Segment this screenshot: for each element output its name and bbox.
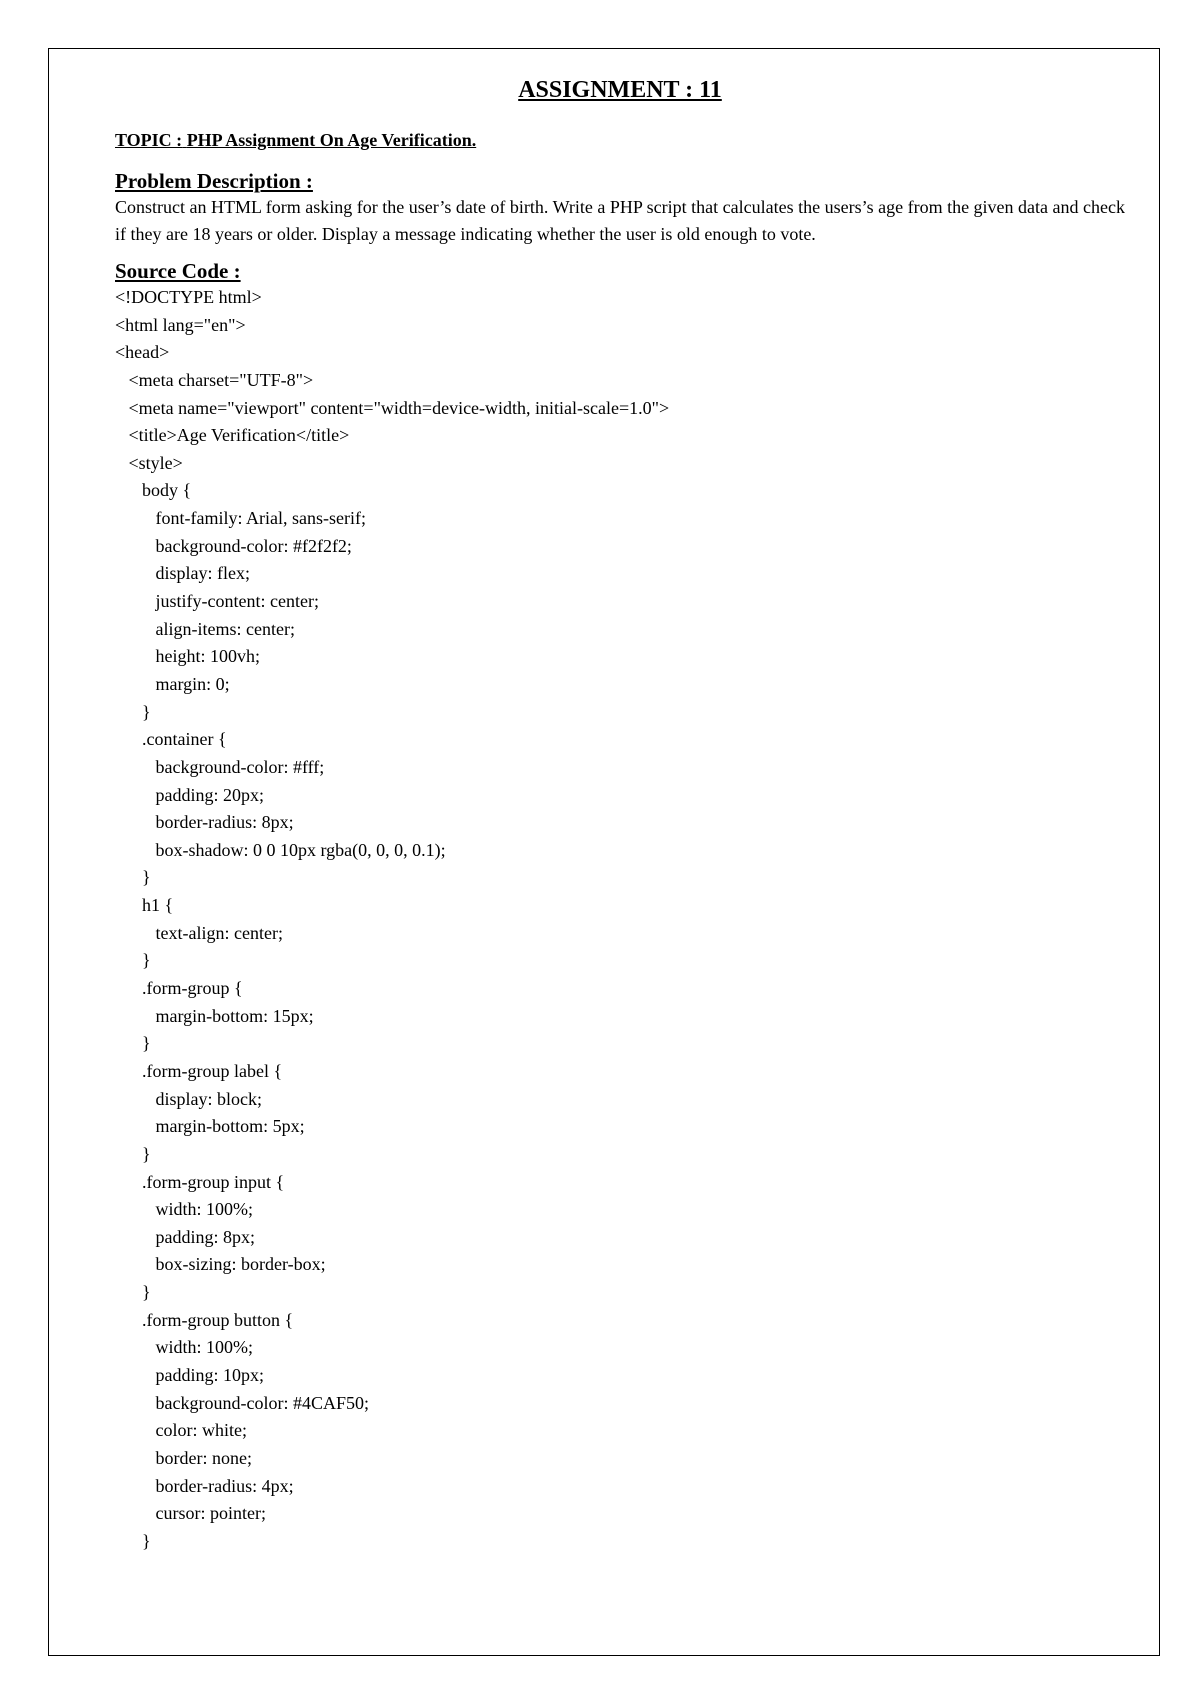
code-line: border-radius: 8px;: [115, 812, 294, 833]
code-line: <html lang="en">: [115, 314, 246, 335]
code-line: }: [115, 867, 151, 888]
assignment-title: ASSIGNMENT : 11: [518, 77, 722, 103]
code-line: padding: 20px;: [115, 784, 264, 805]
code-line: <meta charset="UTF-8">: [115, 369, 314, 390]
code-line: background-color: #fff;: [115, 756, 325, 777]
code-line: border: none;: [115, 1447, 252, 1468]
code-line: <style>: [115, 452, 183, 473]
code-line: <title>Age Verification</title>: [115, 425, 350, 446]
code-line: justify-content: center;: [115, 591, 319, 612]
code-line: font-family: Arial, sans-serif;: [115, 508, 366, 529]
code-line: .form-group button {: [115, 1309, 294, 1330]
code-line: }: [115, 1530, 151, 1551]
code-line: <head>: [115, 342, 170, 363]
source-code-block: [115, 284, 1125, 1555]
problem-description-text: Construct an HTML form asking for the user’s date of birth. Write a PHP script that calculates the users’s age from the given data and check if they are 18 years or older. Display a message indicating whether the user is old enough to vote.: [115, 197, 1125, 244]
code-line: .form-group label {: [115, 1060, 283, 1081]
code-line: display: block;: [115, 1088, 262, 1109]
code-line: box-sizing: border-box;: [115, 1254, 326, 1275]
code-line: padding: 8px;: [115, 1226, 255, 1247]
code-line: }: [115, 1143, 151, 1164]
code-line: width: 100%;: [115, 1199, 253, 1220]
code-line: }: [115, 701, 151, 722]
code-line: .form-group {: [115, 978, 243, 999]
topic-text: PHP Assignment On Age Verification.: [186, 130, 477, 150]
code-line: margin-bottom: 5px;: [115, 1116, 305, 1137]
code-line: cursor: pointer;: [115, 1503, 266, 1524]
code-line: <meta name="viewport" content="width=device-width, initial-scale=1.0">: [115, 397, 670, 418]
code-line: display: flex;: [115, 563, 250, 584]
code-line: }: [115, 1282, 151, 1303]
code-line: margin-bottom: 15px;: [115, 1005, 314, 1026]
code-line: background-color: #f2f2f2;: [115, 535, 352, 556]
code-line: text-align: center;: [115, 922, 283, 943]
code-line: background-color: #4CAF50;: [115, 1392, 369, 1413]
code-line: border-radius: 4px;: [115, 1475, 294, 1496]
problem-description-heading: Problem Description :: [115, 169, 313, 193]
source-code-heading: Source Code :: [115, 259, 241, 283]
code-line: padding: 10px;: [115, 1364, 264, 1385]
code-line: .form-group input {: [115, 1171, 285, 1192]
code-line: h1 {: [115, 895, 174, 916]
code-line: margin: 0;: [115, 673, 230, 694]
code-line: box-shadow: 0 0 10px rgba(0, 0, 0, 0.1);: [115, 839, 446, 860]
code-line: }: [115, 950, 151, 971]
code-line: }: [115, 1033, 151, 1054]
code-line: color: white;: [115, 1420, 247, 1441]
topic-label: TOPIC :: [115, 130, 183, 150]
topic-line: [115, 128, 1125, 152]
code-line: <!DOCTYPE html>: [115, 287, 262, 307]
code-line: height: 100vh;: [115, 646, 260, 667]
code-line: width: 100%;: [115, 1337, 253, 1358]
code-line: body {: [115, 480, 192, 501]
document-content: [115, 72, 1125, 1555]
code-line: .container {: [115, 729, 227, 750]
code-line: align-items: center;: [115, 618, 295, 639]
